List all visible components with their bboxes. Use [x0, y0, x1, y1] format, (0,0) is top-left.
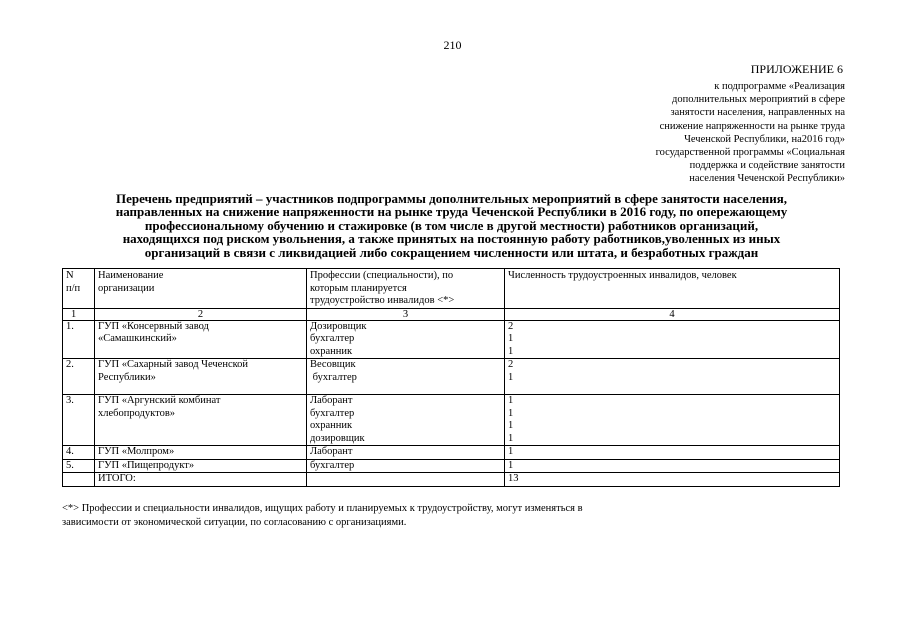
row-num: 3.: [63, 395, 95, 446]
appendix-subtitle-line: поддержка и содействие занятости: [689, 160, 845, 172]
document-title-line: профессиональному обучению и стажировке (в том числе в другой местности) работников организаций,: [144, 217, 759, 233]
total-value: 13: [505, 473, 840, 487]
row-counts: 2 1 1: [505, 320, 840, 359]
column-number-row: [63, 308, 840, 320]
row-organization: ГУП «Аргунский комбинат хлебопродуктов»: [95, 395, 307, 446]
row-num: 4.: [63, 446, 95, 460]
table-row: [63, 395, 840, 446]
row-counts: 1 1 1 1: [505, 395, 840, 446]
appendix-subtitle-line: к подпрограмме «Реализация: [714, 81, 845, 92]
row-counts: 2 1: [505, 359, 840, 395]
footnote-line: зависимости от экономической ситуации, по согласованию с организациями.: [62, 517, 407, 528]
row-organization: ГУП «Пищепродукт»: [95, 459, 307, 473]
table-row: [63, 446, 840, 460]
appendix-subtitle-line: Чеченской Республики, на2016 год»: [684, 133, 845, 145]
column-number: 2: [95, 308, 307, 320]
row-num: 1.: [63, 320, 95, 359]
header-num: N п/п: [63, 269, 95, 309]
row-professions: Лаборант бухгалтер охранник дозировщик: [307, 395, 505, 446]
appendix-subtitle-line: государственной программы «Социальная: [655, 147, 845, 159]
document-title-line: организаций в связи с ликвидацией либо сокращением численности или штата, и безработных граждан: [144, 244, 759, 260]
column-number: 1: [63, 308, 95, 320]
row-organization: ГУП «Сахарный завод Чеченской Республики»: [95, 359, 307, 395]
row-counts: 1: [505, 446, 840, 460]
document-title-line: Перечень предприятий – участников подпрограммы дополнительных мероприятий в сфере занятости населения,: [115, 191, 788, 206]
table-row: [63, 359, 840, 395]
appendix-title: ПРИЛОЖЕНИЕ 6: [750, 62, 843, 76]
total-row: [63, 473, 840, 487]
row-professions: бухгалтер: [307, 459, 505, 473]
table-row: [63, 320, 840, 359]
row-organization: ГУП «Молпром»: [95, 446, 307, 460]
appendix-subtitle-line: населения Чеченской Республики»: [689, 173, 845, 185]
column-number: 3: [307, 308, 505, 320]
document-title-line: направленных на снижение напряженности на рынке труда Чеченской Республики в 2016 году, по опережающему: [115, 204, 788, 220]
row-num: 2.: [63, 359, 95, 395]
enterprises-table: [62, 268, 840, 487]
footnote: [62, 502, 762, 530]
row-professions: Лаборант: [307, 446, 505, 460]
row-num: 5.: [63, 459, 95, 473]
appendix-subtitle-line: занятости населения, направленных на: [670, 107, 845, 119]
table-header-row: [63, 269, 840, 309]
appendix-subtitle-line: снижение напряженности на рынке труда: [659, 120, 845, 132]
header-organization: Наименование организации: [95, 269, 307, 309]
document-title-line: находящихся под риском увольнения, а также принятых на постоянную работу работников,уволенных из иных: [122, 231, 781, 247]
header-count: Численность трудоустроенных инвалидов, человек: [505, 269, 840, 309]
document-title: [50, 192, 853, 259]
row-professions: Весовщик бухгалтер: [307, 359, 505, 395]
page-number: 210: [443, 38, 462, 52]
column-number: 4: [505, 308, 840, 320]
footnote-line: <*> Профессии и специальности инвалидов, ищущих работу и планируемых к трудоустройству, могут изменяться в: [62, 503, 583, 514]
total-empty: [307, 473, 505, 487]
table-row: [63, 459, 840, 473]
row-professions: Дозировщик бухгалтер охранник: [307, 320, 505, 359]
row-organization: ГУП «Консервный завод «Самашкинский»: [95, 320, 307, 359]
appendix-subtitle: [585, 80, 845, 186]
total-empty: [63, 473, 95, 487]
row-counts: 1: [505, 459, 840, 473]
header-professions: Профессии (специальности), по которым планируется трудоустройство инвалидов <*>: [307, 269, 505, 309]
total-label: ИТОГО:: [95, 473, 307, 487]
appendix-subtitle-line: дополнительных мероприятий в сфере: [672, 94, 845, 106]
